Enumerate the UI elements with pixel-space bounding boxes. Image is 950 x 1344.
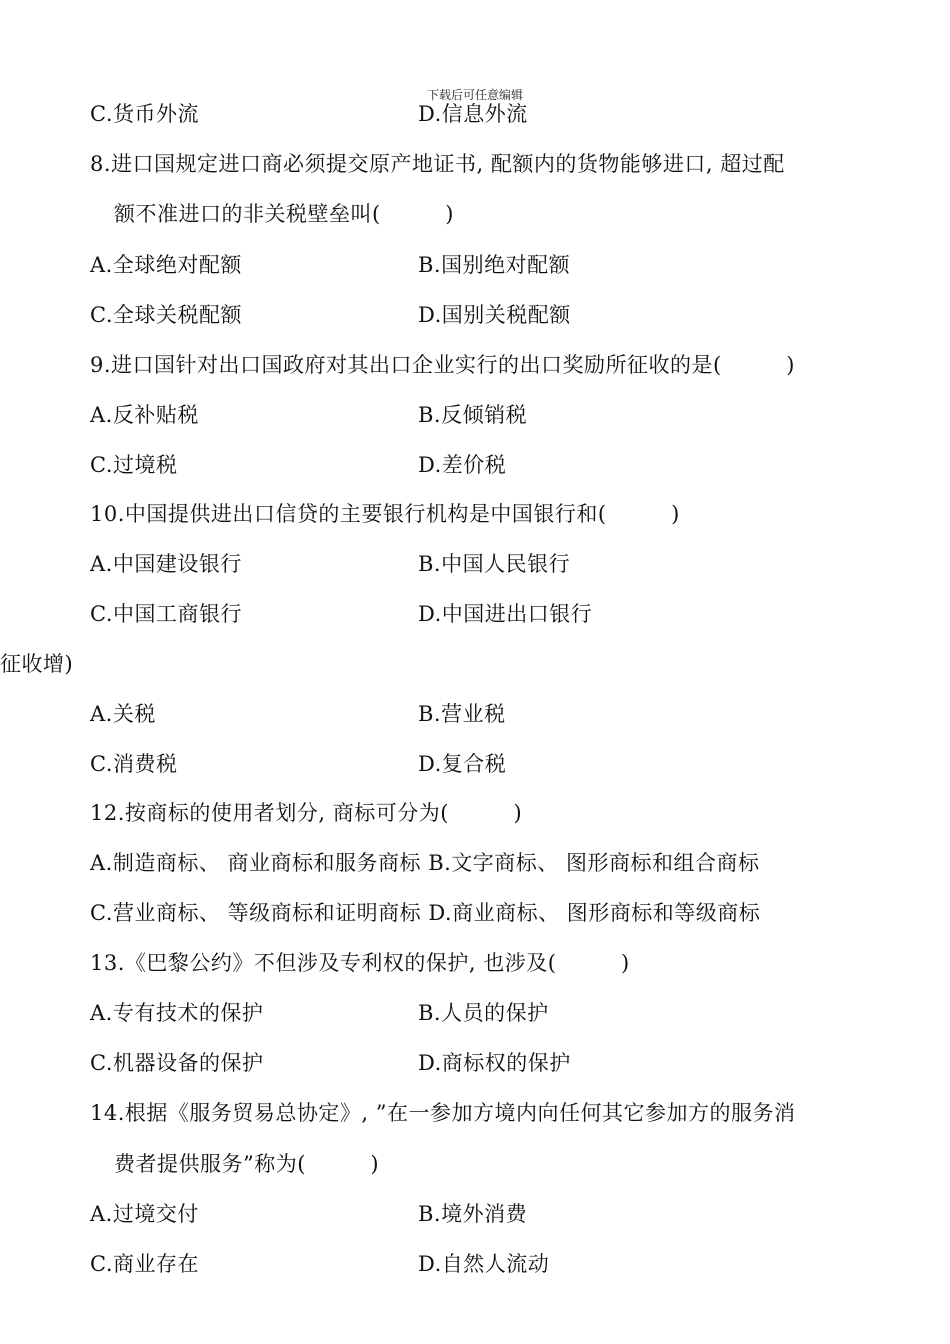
q10-option-b: B.中国人民银行 <box>418 552 571 576</box>
q14-option-a: A.过境交付 <box>90 1202 199 1226</box>
q10-option-d: D.中国进出口银行 <box>418 602 593 626</box>
q13-option-d: D.商标权的保护 <box>418 1051 571 1075</box>
q13-option-a: A.专有技术的保护 <box>90 1001 264 1025</box>
q8-option-d: D.国别关税配额 <box>418 303 571 327</box>
q11-option-d: D.复合税 <box>418 752 507 776</box>
q8-stem-line-1: 8.进口国规定进口商必须提交原产地证书, 配额内的货物能够进口, 超过配 <box>90 152 785 176</box>
page-header-note: 下载后可任意编辑 <box>426 88 523 102</box>
q12-options-c-d: C.营业商标、 等级商标和证明商标 D.商业商标、 图形商标和等级商标 <box>90 901 761 925</box>
q11-option-a: A.关税 <box>90 702 156 726</box>
q7-option-d: D.信息外流 <box>418 102 528 126</box>
q14-option-c: C.商业存在 <box>90 1252 199 1276</box>
q14-stem-line-1: 14.根据《服务贸易总协定》, ”在一参加方境内向任何其它参加方的服务消 <box>90 1101 796 1125</box>
q10-option-c: C.中国工商银行 <box>90 602 242 626</box>
q9-option-a: A.反补贴税 <box>90 403 199 427</box>
q12-stem: 12.按商标的使用者划分, 商标可分为( ) <box>90 801 523 825</box>
q8-option-b: B.国别绝对配额 <box>418 253 571 277</box>
q12-options-a-b: A.制造商标、 商业商标和服务商标 B.文字商标、 图形商标和组合商标 <box>90 851 760 875</box>
q13-stem: 13.《巴黎公约》不但涉及专利权的保护, 也涉及( ) <box>90 951 630 975</box>
q8-option-a: A.全球绝对配额 <box>90 253 242 277</box>
q14-stem-line-2: 费者提供服务”称为( ) <box>114 1152 380 1176</box>
q13-option-c: C.机器设备的保护 <box>90 1051 264 1075</box>
q9-option-b: B.反倾销税 <box>418 403 528 427</box>
q13-option-b: B.人员的保护 <box>418 1001 549 1025</box>
q11-option-c: C.消费税 <box>90 752 178 776</box>
q9-option-d: D.差价税 <box>418 453 507 477</box>
q10-stem: 10.中国提供进出口信贷的主要银行机构是中国银行和( ) <box>90 502 680 526</box>
q14-option-b: B.境外消费 <box>418 1202 528 1226</box>
q8-option-c: C.全球关税配额 <box>90 303 242 327</box>
q7-option-c: C.货币外流 <box>90 102 199 126</box>
q8-stem-line-2: 额不准进口的非关税壁垒叫( ) <box>114 202 454 226</box>
q11-stem-fragment: 征收增) <box>0 652 74 676</box>
q9-option-c: C.过境税 <box>90 453 178 477</box>
q10-option-a: A.中国建设银行 <box>90 552 242 576</box>
q14-option-d: D.自然人流动 <box>418 1252 550 1276</box>
q11-option-b: B.营业税 <box>418 702 506 726</box>
q9-stem: 9.进口国针对出口国政府对其出口企业实行的出口奖励所征收的是( ) <box>90 353 795 377</box>
